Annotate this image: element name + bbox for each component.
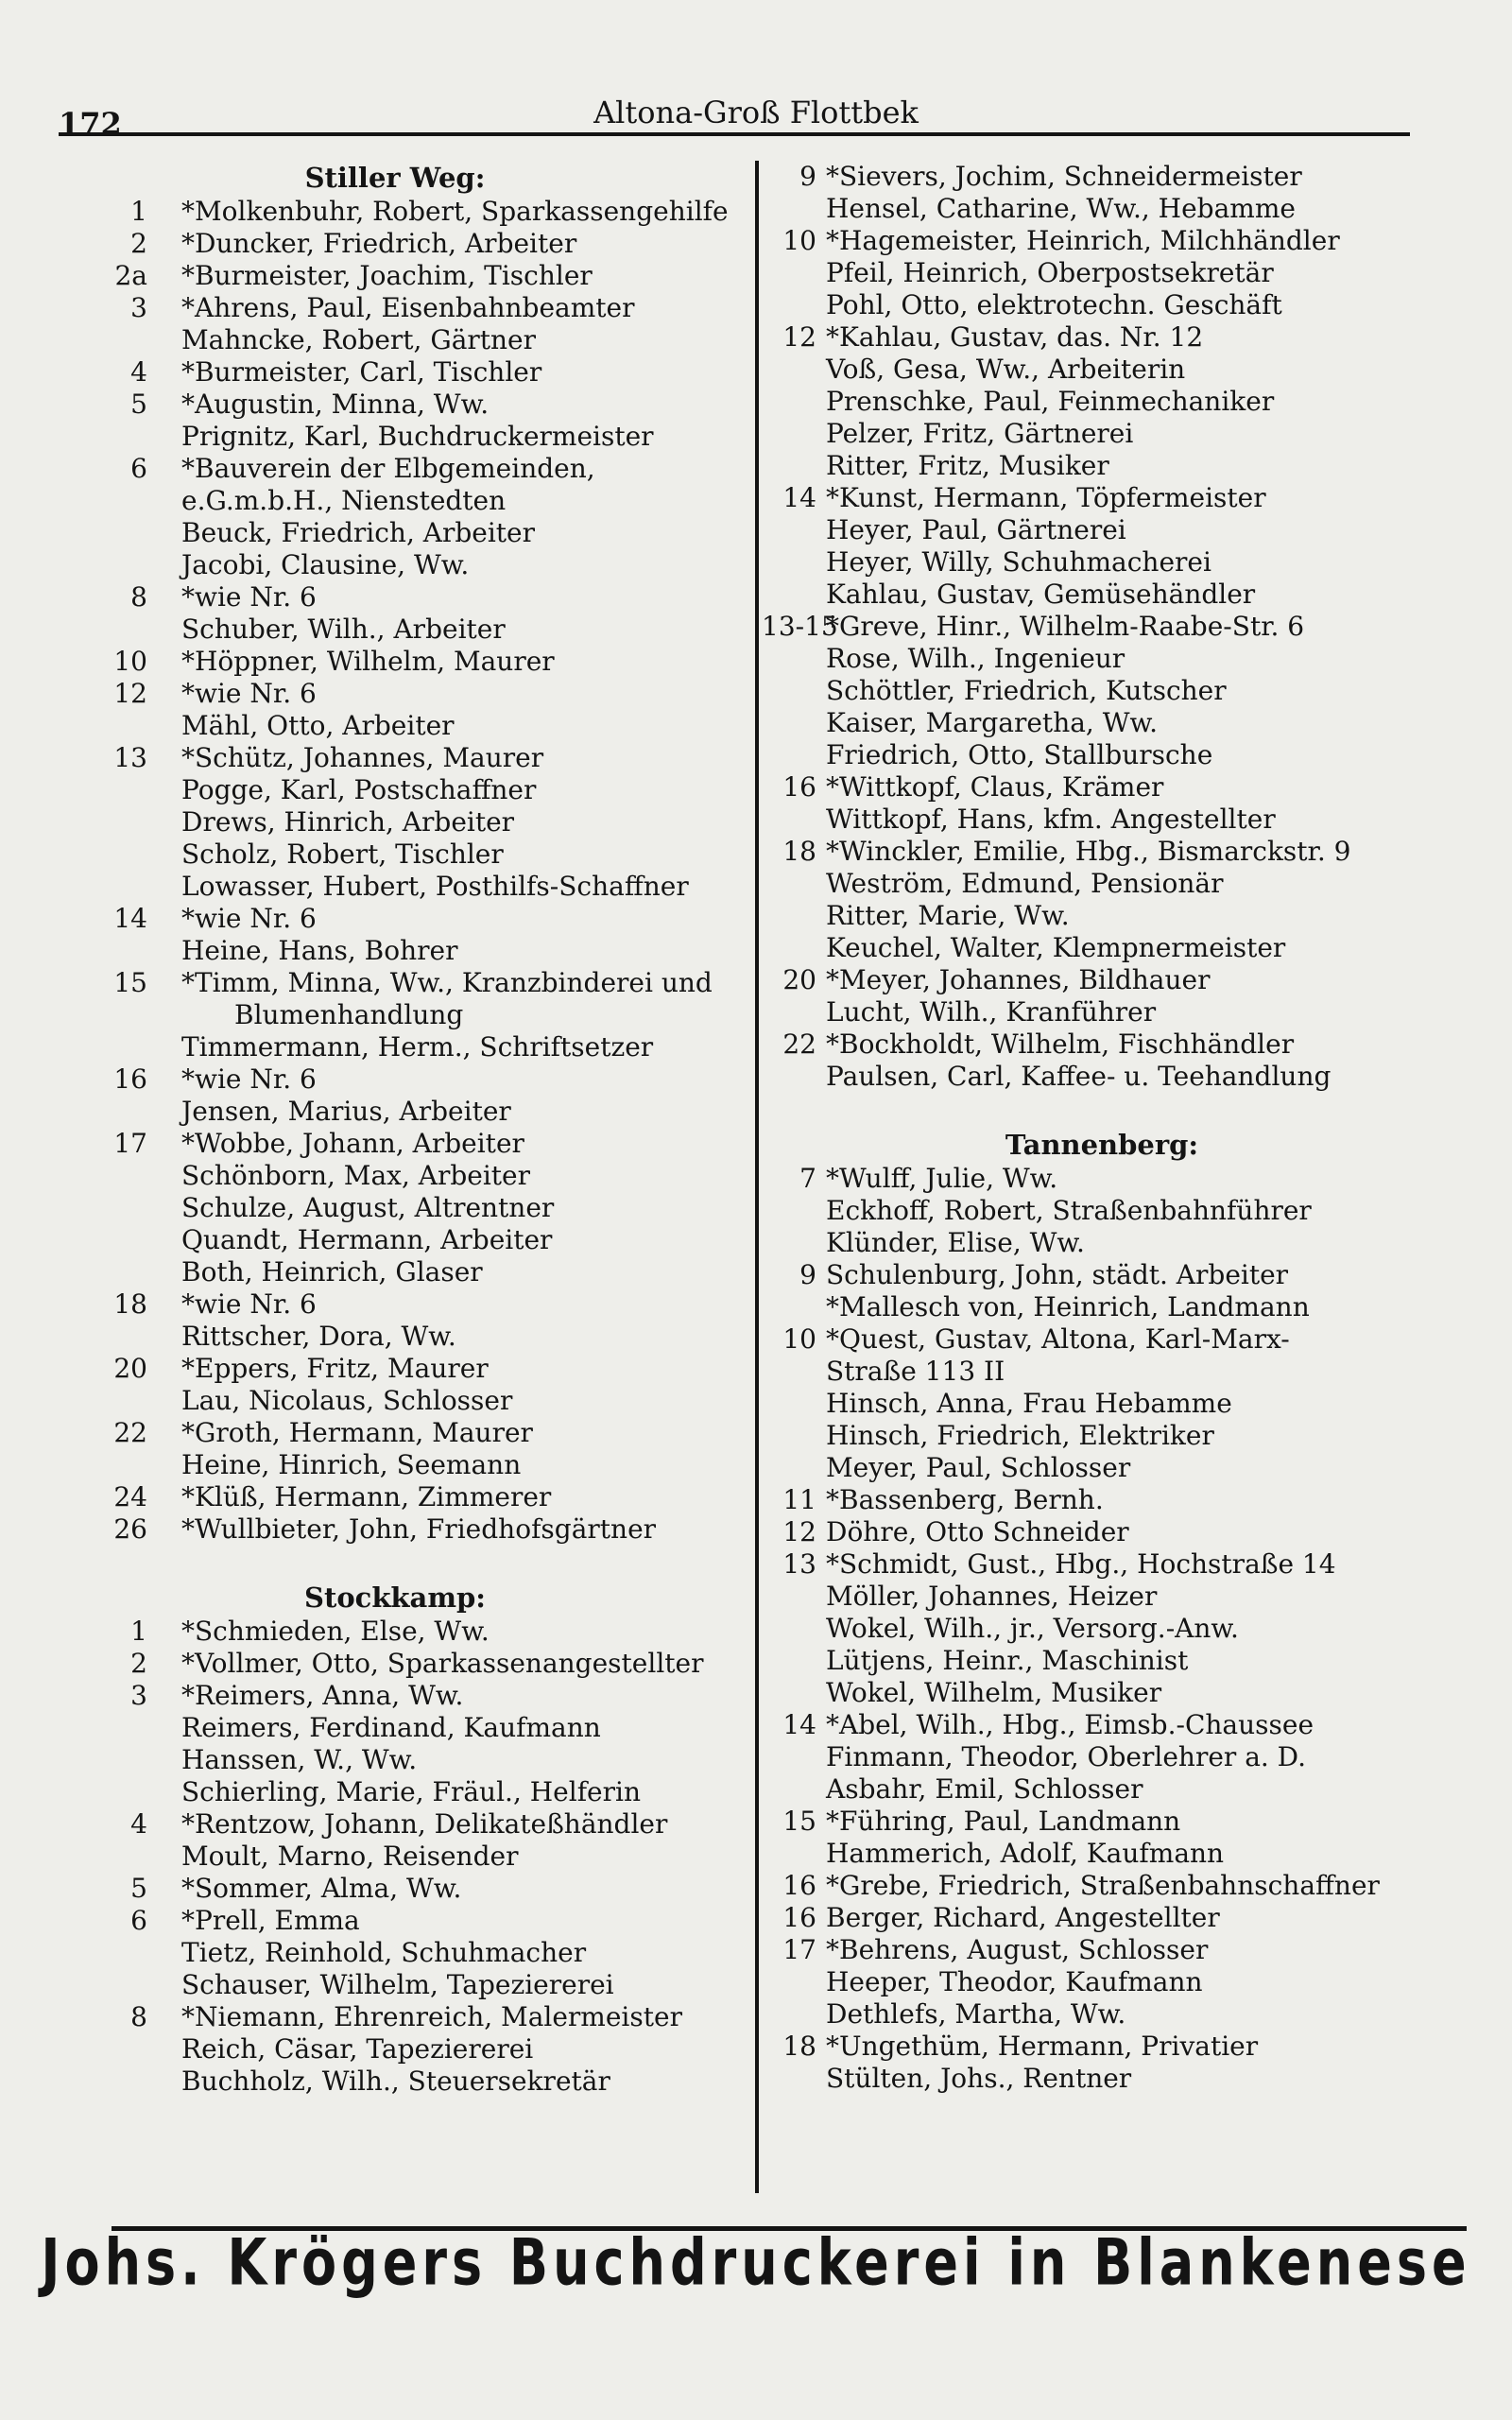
resident-line-continued: Mahncke, Robert, Gärtner	[181, 324, 537, 355]
resident-line-continued: Straße 113 II	[826, 1356, 1005, 1387]
house-entry	[762, 1323, 1480, 1484]
resident-line: *Bockholdt, Wilhelm, Fischhändler	[826, 1028, 1295, 1060]
resident-line: *wie Nr. 6	[181, 1063, 317, 1095]
house-entry	[87, 453, 741, 581]
house-entry	[87, 742, 741, 903]
resident-line: *Schmieden, Else, Ww.	[181, 1616, 490, 1647]
house-entry	[762, 1516, 1480, 1548]
resident-line-continued: Schulze, August, Altrentner	[181, 1192, 555, 1223]
resident-line: *Prell, Emma	[181, 1905, 360, 1936]
resident-line-continued: Drews, Hinrich, Arbeiter	[181, 806, 515, 838]
house-entry	[87, 581, 741, 646]
resident-line: *Wittkopf, Claus, Krämer	[826, 771, 1164, 803]
house-entry	[87, 1063, 741, 1128]
resident-line-continued: Ritter, Marie, Ww.	[826, 900, 1070, 931]
resident-line-continued: Wokel, Wilhelm, Musiker	[826, 1677, 1162, 1708]
resident-line-continued: Hinsch, Anna, Frau Hebamme	[826, 1388, 1232, 1419]
resident-line-continued: Reich, Cäsar, Tapeziererei	[181, 2033, 534, 2065]
house-entry	[87, 1481, 741, 1513]
house-number: 8	[130, 581, 147, 613]
house-number: 2	[130, 1648, 147, 1679]
resident-line: *Burmeister, Carl, Tischler	[181, 356, 542, 388]
resident-line-continued: Schuber, Wilh., Arbeiter	[181, 614, 506, 645]
house-number: 1	[130, 1616, 147, 1647]
house-entry	[762, 771, 1480, 836]
resident-line-continued: Reimers, Ferdinand, Kaufmann	[181, 1712, 601, 1743]
resident-line-continued: Klünder, Elise, Ww.	[826, 1227, 1085, 1258]
resident-line: *Höppner, Wilhelm, Maurer	[181, 646, 555, 677]
resident-line: *Greve, Hinr., Wilhelm-Raabe-Str. 6	[826, 611, 1305, 642]
house-number: 7	[799, 1163, 816, 1194]
resident-line-continued: Voß, Gesa, Ww., Arbeiterin	[826, 354, 1186, 385]
resident-line-continued: Hammerich, Adolf, Kaufmann	[826, 1838, 1225, 1869]
street-heading: Stockkamp:	[304, 1582, 486, 1614]
house-entry	[762, 1163, 1480, 1259]
resident-line-continued: Lütjens, Heinr., Maschinist	[826, 1645, 1189, 1676]
resident-line: *Bauverein der Elbgemeinden,	[181, 453, 595, 484]
resident-line: *Burmeister, Joachim, Tischler	[181, 260, 593, 291]
house-entry	[87, 1808, 741, 1873]
house-number: 4	[130, 356, 147, 388]
resident-line-continued: Meyer, Paul, Schlosser	[826, 1452, 1131, 1483]
house-number: 15	[782, 1806, 816, 1837]
house-entry	[87, 356, 741, 389]
house-entry	[762, 1548, 1480, 1709]
house-entry	[87, 1905, 741, 2001]
house-entry	[87, 1353, 741, 1417]
house-entry	[87, 1513, 741, 1546]
resident-line-continued: Heine, Hans, Bohrer	[181, 935, 458, 966]
house-number: 14	[782, 482, 816, 513]
house-entry	[87, 1648, 741, 1680]
house-number: 10	[782, 1323, 816, 1355]
resident-line: *Ahrens, Paul, Eisenbahnbeamter	[181, 292, 635, 323]
house-entry	[87, 1417, 741, 1481]
resident-line: *wie Nr. 6	[181, 581, 317, 613]
resident-line-continued: Rittscher, Dora, Ww.	[181, 1321, 456, 1352]
resident-line-continued: Friedrich, Otto, Stallbursche	[826, 739, 1213, 770]
resident-line: *Augustin, Minna, Ww.	[181, 389, 490, 420]
resident-line-continued: Finmann, Theodor, Oberlehrer a. D.	[826, 1741, 1307, 1772]
resident-line-continued: Möller, Johannes, Heizer	[826, 1581, 1158, 1612]
house-entry	[87, 1873, 741, 1905]
house-entry	[87, 678, 741, 742]
resident-line: *Grebe, Friedrich, Straßenbahnschaffner	[826, 1870, 1380, 1901]
house-number: 11	[782, 1484, 816, 1515]
resident-line-continued: Heyer, Paul, Gärtnerei	[826, 514, 1126, 545]
resident-line: *wie Nr. 6	[181, 678, 317, 709]
house-entry	[87, 1616, 741, 1648]
house-number: 15	[113, 967, 147, 998]
right-column	[762, 161, 1480, 2095]
house-number: 3	[130, 292, 147, 323]
resident-line: *Wulff, Julie, Ww.	[826, 1163, 1058, 1194]
resident-line-continued: Heyer, Willy, Schuhmacherei	[826, 546, 1211, 578]
resident-line-continued: Weström, Edmund, Pensionär	[826, 868, 1224, 899]
house-entry	[87, 260, 741, 292]
house-number: 2a	[114, 260, 147, 291]
house-number: 6	[130, 1905, 147, 1936]
house-entry	[762, 1484, 1480, 1516]
house-number: 13-15	[762, 611, 838, 642]
resident-line: *Abel, Wilh., Hbg., Eimsb.-Chaussee	[826, 1709, 1314, 1740]
resident-line: *Sommer, Alma, Ww.	[181, 1873, 462, 1904]
resident-line: *Groth, Hermann, Maurer	[181, 1417, 533, 1448]
page-number: 172	[59, 106, 122, 142]
resident-line: *Quest, Gustav, Altona, Karl-Marx-	[826, 1323, 1290, 1355]
house-entry	[762, 1870, 1480, 1902]
resident-line-continued: e.G.m.b.H., Nienstedten	[181, 485, 507, 516]
resident-line-continued: Wittkopf, Hans, kfm. Angestellter	[826, 804, 1276, 835]
house-number: 5	[130, 389, 147, 420]
house-number: 10	[113, 646, 147, 677]
house-number: 12	[782, 321, 816, 353]
resident-line-continued: Keuchel, Walter, Klempnermeister	[826, 932, 1286, 963]
resident-line: *Schütz, Johannes, Maurer	[181, 742, 544, 773]
left-column	[87, 161, 741, 2098]
resident-line-continued: Schauser, Wilhelm, Tapeziererei	[181, 1969, 614, 2000]
house-entry	[87, 1680, 741, 1808]
house-entry	[87, 903, 741, 967]
resident-line: *Bassenberg, Bernh.	[826, 1484, 1104, 1515]
resident-line: *Duncker, Friedrich, Arbeiter	[181, 228, 577, 259]
resident-line-continued: Pelzer, Fritz, Gärtnerei	[826, 418, 1134, 449]
house-entry	[87, 389, 741, 453]
resident-line: *Kahlau, Gustav, das. Nr. 12	[826, 321, 1204, 353]
resident-line-continued: Tietz, Reinhold, Schuhmacher	[181, 1937, 587, 1968]
resident-line: *Eppers, Fritz, Maurer	[181, 1353, 489, 1384]
resident-line: *Kunst, Hermann, Töpfermeister	[826, 482, 1266, 513]
resident-line-continued: Eckhoff, Robert, Straßenbahnführer	[826, 1195, 1312, 1226]
house-entry	[762, 225, 1480, 321]
house-number: 24	[113, 1481, 147, 1512]
resident-line-continued: Pogge, Karl, Postschaffner	[181, 774, 537, 805]
house-number: 18	[782, 2031, 816, 2062]
house-entry	[762, 161, 1480, 225]
resident-line-continued: Stülten, Johs., Rentner	[826, 2063, 1132, 2094]
house-number: 3	[130, 1680, 147, 1711]
running-head: Altona-Groß Flottbek	[593, 95, 919, 130]
street-heading: Stiller Weg:	[304, 162, 486, 194]
house-number: 14	[782, 1709, 816, 1740]
house-number: 12	[113, 678, 147, 709]
house-number: 12	[782, 1516, 816, 1547]
resident-line-continued: Moult, Marno, Reisender	[181, 1841, 519, 1872]
resident-line-continued: Lau, Nicolaus, Schlosser	[181, 1385, 513, 1416]
resident-line: *Rentzow, Johann, Delikateßhändler	[181, 1808, 668, 1840]
resident-line-continued: Both, Heinrich, Glaser	[181, 1256, 483, 1288]
house-entry	[762, 1028, 1480, 1093]
house-entry	[87, 646, 741, 678]
resident-line-continued: Schierling, Marie, Fräul., Helferin	[181, 1776, 641, 1807]
resident-line-continued: Kaiser, Margaretha, Ww.	[826, 707, 1159, 738]
resident-line-continued: Hanssen, W., Ww.	[181, 1744, 418, 1775]
resident-line-continued: Scholz, Robert, Tischler	[181, 838, 504, 870]
resident-line: *Molkenbuhr, Robert, Sparkassengehilfe	[181, 196, 729, 227]
house-number: 16	[782, 1870, 816, 1901]
resident-line-continued: Schöttler, Friedrich, Kutscher	[826, 675, 1227, 706]
resident-line: *Führing, Paul, Landmann	[826, 1806, 1181, 1837]
resident-line: *Timm, Minna, Ww., Kranzbinderei und	[181, 967, 713, 998]
resident-line: Berger, Richard, Angestellter	[826, 1902, 1220, 1933]
resident-line-continued: Lowasser, Hubert, Posthilfs-Schaffner	[181, 871, 689, 902]
house-number: 14	[113, 903, 147, 934]
resident-line-continued: Paulsen, Carl, Kaffee- u. Teehandlung	[826, 1061, 1332, 1092]
resident-line-continued: Prenschke, Paul, Feinmechaniker	[826, 386, 1275, 417]
house-entry	[87, 2001, 741, 2098]
resident-line: *Niemann, Ehrenreich, Malermeister	[181, 2001, 682, 2032]
house-entry	[87, 292, 741, 356]
resident-line-continued: Jacobi, Clausine, Ww.	[181, 549, 470, 580]
house-entry	[87, 196, 741, 228]
house-number: 16	[782, 771, 816, 803]
house-entry	[762, 611, 1480, 771]
resident-line-continued: Rose, Wilh., Ingenieur	[826, 643, 1125, 674]
resident-line-continued: Asbahr, Emil, Schlosser	[826, 1773, 1143, 1805]
resident-line-continued: Schönborn, Max, Arbeiter	[181, 1160, 531, 1191]
resident-line-continued: Lucht, Wilh., Kranführer	[826, 996, 1157, 1028]
house-number: 9	[799, 161, 816, 192]
house-number: 20	[113, 1353, 147, 1384]
resident-line-continued: Mähl, Otto, Arbeiter	[181, 710, 455, 741]
resident-line: *Sievers, Jochim, Schneidermeister	[826, 161, 1302, 192]
house-number: 18	[782, 836, 816, 867]
house-entry	[762, 1806, 1480, 1870]
resident-line-continued: Prignitz, Karl, Buchdruckermeister	[181, 421, 654, 452]
resident-line: *Wobbe, Johann, Arbeiter	[181, 1128, 524, 1159]
resident-line: *wie Nr. 6	[181, 1288, 317, 1320]
house-number: 22	[113, 1417, 147, 1448]
printer-footer: Johs. Krögers Buchdruckerei in Blankenese	[41, 2225, 1471, 2300]
house-number: 18	[113, 1288, 147, 1320]
house-number: 13	[782, 1548, 816, 1580]
house-entry	[762, 321, 1480, 482]
resident-line: *wie Nr. 6	[181, 903, 317, 934]
resident-line: *Wullbieter, John, Friedhofsgärtner	[181, 1513, 657, 1545]
resident-line: *Behrens, August, Schlosser	[826, 1934, 1209, 1965]
resident-line: *Meyer, Johannes, Bildhauer	[826, 964, 1211, 995]
house-number: 8	[130, 2001, 147, 2032]
house-entry	[87, 1128, 741, 1288]
house-entry	[762, 1902, 1480, 1934]
resident-line: *Ungethüm, Hermann, Privatier	[826, 2031, 1259, 2062]
resident-line-continued: Ritter, Fritz, Musiker	[826, 450, 1109, 481]
house-number: 22	[782, 1028, 816, 1060]
house-number: 20	[782, 964, 816, 995]
house-number: 2	[130, 228, 147, 259]
house-number: 10	[782, 225, 816, 256]
resident-line: *Vollmer, Otto, Sparkassenangestellter	[181, 1648, 704, 1679]
house-number: 17	[782, 1934, 816, 1965]
resident-line-continued: Hinsch, Friedrich, Elektriker	[826, 1420, 1214, 1451]
column-rule	[755, 161, 759, 2193]
resident-line-continued: Wokel, Wilh., jr., Versorg.-Anw.	[826, 1613, 1239, 1644]
house-number: 4	[130, 1808, 147, 1840]
resident-line: *Reimers, Anna, Ww.	[181, 1680, 464, 1711]
house-entry	[87, 967, 741, 1063]
resident-line-continued: Beuck, Friedrich, Arbeiter	[181, 517, 536, 548]
house-number: 17	[113, 1128, 147, 1159]
resident-line-continued: Jensen, Marius, Arbeiter	[181, 1096, 511, 1127]
house-entry	[762, 482, 1480, 611]
house-number: 5	[130, 1873, 147, 1904]
resident-line: *Schmidt, Gust., Hbg., Hochstraße 14	[826, 1548, 1336, 1580]
house-number: 13	[113, 742, 147, 773]
house-entry	[87, 228, 741, 260]
resident-line: *Hagemeister, Heinrich, Milchhändler	[826, 225, 1340, 256]
resident-line: Schulenburg, John, städt. Arbeiter	[826, 1259, 1289, 1290]
house-entry	[762, 964, 1480, 1028]
house-entry	[762, 2031, 1480, 2095]
resident-line: *Klüß, Hermann, Zimmerer	[181, 1481, 552, 1512]
resident-line-continued: Buchholz, Wilh., Steuersekretär	[181, 2066, 610, 2097]
house-number: 9	[799, 1259, 816, 1290]
resident-line-continued: Heine, Hinrich, Seemann	[181, 1449, 522, 1480]
resident-line-continued: Timmermann, Herm., Schriftsetzer	[181, 1031, 654, 1063]
resident-line-continued: Blumenhandlung	[234, 999, 464, 1030]
resident-line: Döhre, Otto Schneider	[826, 1516, 1129, 1547]
house-number: 16	[113, 1063, 147, 1095]
resident-line-continued: Pohl, Otto, elektrotechn. Geschäft	[826, 289, 1282, 320]
street-heading: Tannenberg:	[1005, 1129, 1199, 1161]
house-number: 1	[130, 196, 147, 227]
resident-line-continued: Dethlefs, Martha, Ww.	[826, 1998, 1126, 2030]
resident-line-continued: Pfeil, Heinrich, Oberpostsekretär	[826, 257, 1274, 288]
resident-line-continued: Quandt, Hermann, Arbeiter	[181, 1224, 553, 1255]
header-rule	[59, 132, 1410, 136]
resident-line-continued: *Mallesch von, Heinrich, Landmann	[826, 1291, 1310, 1322]
house-number: 6	[130, 453, 147, 484]
resident-line: *Winckler, Emilie, Hbg., Bismarckstr. 9	[826, 836, 1351, 867]
house-entry	[87, 1288, 741, 1353]
house-number: 26	[113, 1513, 147, 1545]
house-number: 16	[782, 1902, 816, 1933]
resident-line-continued: Kahlau, Gustav, Gemüsehändler	[826, 579, 1256, 610]
house-entry	[762, 836, 1480, 964]
house-entry	[762, 1934, 1480, 2031]
resident-line-continued: Hensel, Catharine, Ww., Hebamme	[826, 193, 1296, 224]
resident-line-continued: Heeper, Theodor, Kaufmann	[826, 1966, 1203, 1997]
house-entry	[762, 1709, 1480, 1806]
house-entry	[762, 1259, 1480, 1323]
